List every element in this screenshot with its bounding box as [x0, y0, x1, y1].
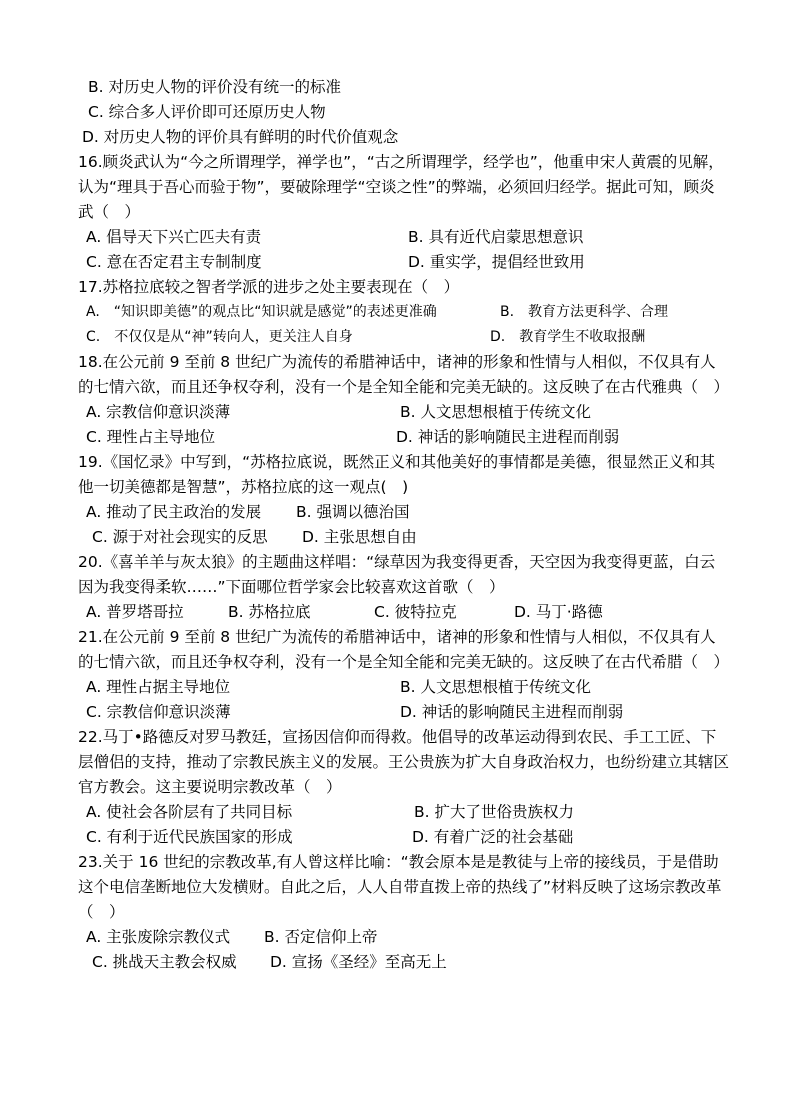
- question-19-option-a: A. 推动了民主政治的发展: [86, 503, 262, 521]
- question-23-option-a: A. 主张废除宗教仪式: [86, 928, 231, 946]
- question-22-stem: 22.马丁•路德反对罗马教廷，宣扬因信仰而得救。他倡导的改革运动得到农民、手工工匠、下层僧侣的支持，推动了宗教民族主义的发展。王公贵族为扩大自身政治权力，也纷纷建立其辖区官方教会。这主要说明宗教改革（ ）: [78, 728, 730, 796]
- question-16-option-c: C. 意在否定君主专制制度: [86, 253, 262, 271]
- question-17-stem: 17.苏格拉底较之智者学派的进步之处主要表现在（ ）: [78, 278, 460, 296]
- question-21-option-d: D. 神话的影响随民主进程而削弱: [400, 703, 624, 721]
- option-b: B. 对历史人物的评价没有统一的标准: [88, 78, 341, 96]
- question-22-option-c: C. 有利于近代民族国家的形成: [86, 828, 293, 846]
- question-22-option-b: B. 扩大了世俗贵族权力: [414, 803, 574, 821]
- question-17-option-c: C. 不仅仅是从“神”转向人，更关注人自身: [86, 329, 353, 345]
- question-21-stem: 21.在公元前 9 至前 8 世纪广为流传的希腊神话中，诸神的形象和性情与人相似，不仅具有人的七情六欲，而且还争权夺利，没有一个是全知全能和完美无缺的。这反映了在古代希腊（ ）: [78, 628, 730, 671]
- question-19-option-b: B. 强调以德治国: [296, 503, 410, 521]
- question-20-option-c: C. 彼特拉克: [374, 603, 457, 621]
- question-18-option-b: B. 人文思想根植于传统文化: [400, 403, 591, 421]
- question-23-option-b: B. 否定信仰上帝: [264, 928, 378, 946]
- option-d: D. 对历史人物的评价具有鲜明的时代价值观念: [82, 128, 399, 146]
- option-c: C. 综合多人评价即可还原历史人物: [88, 103, 326, 121]
- question-21-option-b: B. 人文思想根植于传统文化: [400, 678, 591, 696]
- question-19-option-d: D. 主张思想自由: [302, 528, 417, 546]
- exam-page: [0, 75, 790, 975]
- question-17-option-b: B. 教育方法更科学、合理: [500, 304, 669, 320]
- question-16-option-b: B. 具有近代启蒙思想意识: [408, 228, 584, 246]
- question-22-option-a: A. 使社会各阶层有了共同目标: [86, 803, 293, 821]
- question-16-option-a: A. 倡导天下兴亡匹夫有责: [86, 228, 262, 246]
- question-20-option-a: A. 普罗塔哥拉: [86, 603, 184, 621]
- question-18-option-c: C. 理性占主导地位: [86, 428, 216, 446]
- question-18-stem: 18.在公元前 9 至前 8 世纪广为流传的希腊神话中，诸神的形象和性情与人相似，不仅具有人的七情六欲，而且还争权夺利，没有一个是全知全能和完美无缺的。这反映了在古代雅典（ ）: [78, 353, 730, 396]
- question-22-option-d: D. 有着广泛的社会基础: [412, 828, 574, 846]
- question-19-stem: 19.《国忆录》中写到，“苏格拉底说，既然正义和其他美好的事情都是美德，很显然正义和其他一切美德都是智慧”，苏格拉底的这一观点( ): [78, 453, 716, 496]
- question-18-option-a: A. 宗教信仰意识淡薄: [86, 403, 231, 421]
- question-23-stem: 23.关于 16 世纪的宗教改革,有人曾这样比喻：“教会原本是是教徒与上帝的接线员，于是借助这个电信垄断地位大发横财。自此之后，人人自带直拨上帝的热线了”材料反映了这场宗教改革（ ）: [78, 853, 722, 921]
- question-21-option-a: A. 理性占据主导地位: [86, 678, 231, 696]
- question-23-option-d: D. 宣扬《圣经》至高无上: [270, 953, 447, 971]
- question-16-stem: 16.顾炎武认为“今之所谓理学，禅学也”，“古之所谓理学，经学也”，他重申宋人黄震的见解，认为“理具于吾心而验于物”，要破除理学“空谈之性”的弊端，必须回归经学。据此可知，顾炎武（ ）: [78, 153, 724, 221]
- question-19-option-c: C. 源于对社会现实的反思: [92, 528, 268, 546]
- question-23-option-c: C. 挑战天主教会权威: [92, 953, 237, 971]
- question-21-option-c: C. 宗教信仰意识淡薄: [86, 703, 231, 721]
- question-20-option-b: B. 苏格拉底: [228, 603, 311, 621]
- question-18-option-d: D. 神话的影响随民主进程而削弱: [396, 428, 620, 446]
- question-17-option-d: D. 教育学生不收取报酬: [490, 329, 646, 345]
- question-16-option-d: D. 重实学，提倡经世致用: [408, 253, 585, 271]
- question-20-stem: 20.《喜羊羊与灰太狼》的主题曲这样唱：“绿草因为我变得更香，天空因为我变得更蓝，白云因为我变得柔软……”下面哪位哲学家会比较喜欢这首歌（ ）: [78, 553, 716, 596]
- question-17-option-a: A. “知识即美德”的观点比“知识就是感觉”的表述更准确: [86, 304, 437, 320]
- question-20-option-d: D. 马丁·路德: [514, 603, 603, 621]
